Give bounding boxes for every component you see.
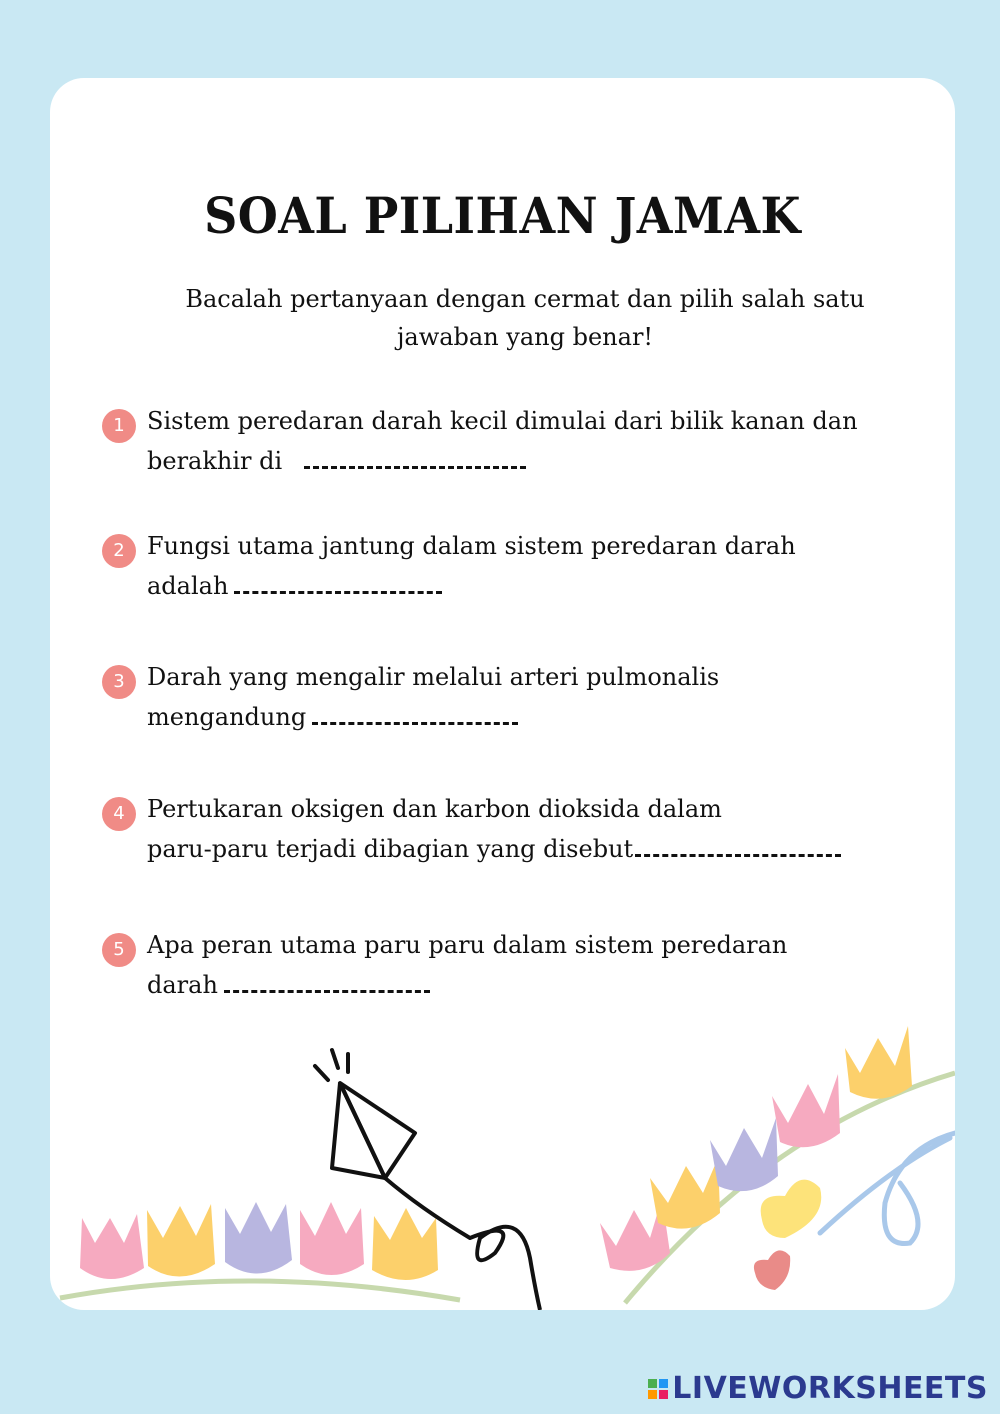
question-text: berakhir di: [147, 447, 283, 475]
liveworksheets-brand: [648, 1371, 988, 1406]
question-number-badge: 1: [102, 409, 136, 443]
instruction-text: Bacalah pertanyaan dengan cermat dan pilih salah satu jawaban yang benar!: [185, 285, 865, 351]
tulip-icon: [225, 1202, 292, 1274]
question-number-badge: 5: [102, 933, 136, 967]
tulip-icon: [300, 1202, 364, 1275]
heart-icon: [754, 1250, 790, 1290]
question-text: adalah: [147, 572, 229, 600]
liveworksheets-logo-icon: [648, 1379, 668, 1399]
tulip-icon: [650, 1158, 720, 1229]
tulip-icon: [372, 1208, 438, 1280]
question-text: Darah yang mengalir melalui arteri pulmonalis: [147, 663, 720, 691]
decoration-layer: [50, 78, 955, 1310]
question-text: darah: [147, 971, 218, 999]
question-number-badge: 2: [102, 534, 136, 568]
question-text: Pertukaran oksigen dan karbon dioksida dalam: [147, 795, 722, 823]
heart-icon: [761, 1180, 822, 1238]
swirl-decoration: [820, 1133, 955, 1244]
page-title: SOAL PILIHAN JAMAK: [204, 186, 801, 245]
question-number-badge: 4: [102, 797, 136, 831]
question-text: Sistem peredaran darah kecil dimulai dari bilik kanan dan: [147, 407, 858, 435]
brand-name: LIVEWORKSHEETS: [672, 1371, 988, 1406]
tulip-icon: [845, 1026, 912, 1099]
question-text: paru-paru terjadi dibagian yang disebut: [147, 835, 634, 863]
hill-line: [60, 1281, 460, 1300]
tulip-icon: [147, 1204, 215, 1277]
tulip-icon: [80, 1214, 144, 1279]
question-text: Apa peran utama paru paru dalam sistem peredaran: [147, 931, 788, 959]
worksheet-card: [50, 78, 955, 1310]
tulip-icon: [772, 1074, 840, 1147]
question-text: Fungsi utama jantung dalam sistem peredaran darah: [147, 532, 796, 560]
question-text: mengandung: [147, 703, 307, 731]
tulip-icon: [710, 1118, 778, 1191]
question-number-badge: 3: [102, 665, 136, 699]
